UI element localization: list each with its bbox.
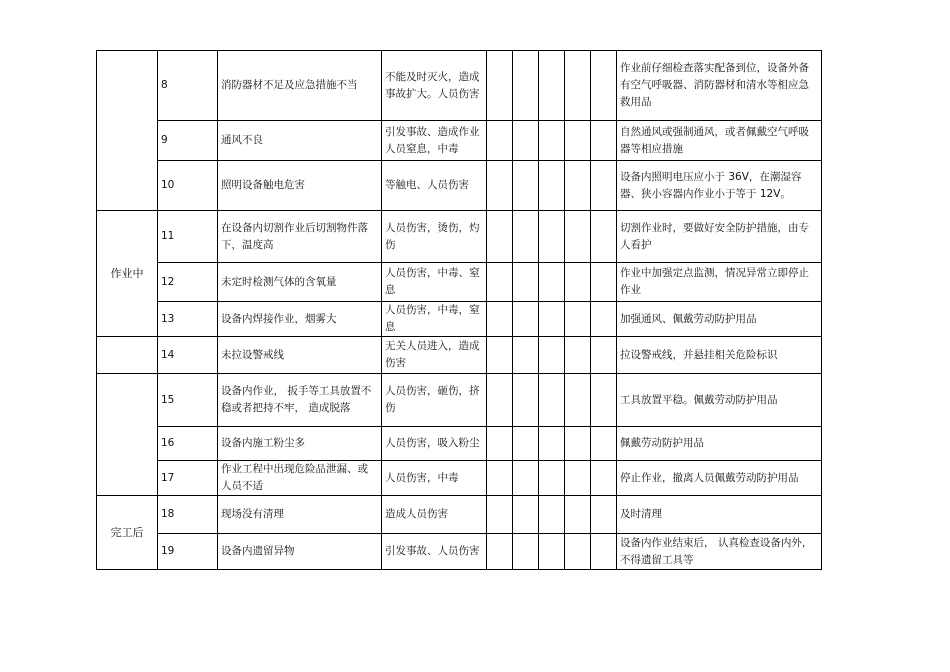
row-number: 15 bbox=[158, 374, 218, 427]
row-number: 11 bbox=[158, 211, 218, 263]
table-row bbox=[97, 427, 822, 461]
blank-cell bbox=[513, 51, 539, 121]
hazard-cell: 设备内焊接作业，烟雾大 bbox=[218, 302, 382, 337]
measure-cell: 佩戴劳动防护用品 bbox=[617, 427, 822, 461]
blank-cell bbox=[591, 461, 617, 496]
blank-cell bbox=[513, 263, 539, 302]
table-row bbox=[97, 374, 822, 427]
blank-cell bbox=[513, 302, 539, 337]
consequence-cell: 引发事故、造成作业人员窒息，中毒 bbox=[382, 121, 487, 161]
consequence-cell: 人员伤害，烫伤，灼伤 bbox=[382, 211, 487, 263]
blank-cell bbox=[487, 211, 513, 263]
row-number: 18 bbox=[158, 496, 218, 534]
blank-cell bbox=[591, 496, 617, 534]
blank-cell bbox=[513, 427, 539, 461]
hazard-cell: 设备内施工粉尘多 bbox=[218, 427, 382, 461]
blank-cell bbox=[513, 337, 539, 374]
row-number: 10 bbox=[158, 161, 218, 211]
measure-cell: 作业前仔细检查落实配备到位，设备外备有空气呼吸器、消防器材和清水等相应急救用品 bbox=[617, 51, 822, 121]
hazard-cell: 未拉设警戒线 bbox=[218, 337, 382, 374]
phase-cell bbox=[97, 51, 158, 211]
consequence-cell: 造成人员伤害 bbox=[382, 496, 487, 534]
table-row bbox=[97, 337, 822, 374]
blank-cell bbox=[565, 121, 591, 161]
blank-cell bbox=[591, 374, 617, 427]
table-row bbox=[97, 302, 822, 337]
blank-cell bbox=[539, 337, 565, 374]
row-number: 13 bbox=[158, 302, 218, 337]
blank-cell bbox=[565, 337, 591, 374]
measure-cell: 自然通风或强制通风，或者佩戴空气呼吸器等相应措施 bbox=[617, 121, 822, 161]
blank-cell bbox=[487, 263, 513, 302]
risk-table bbox=[96, 50, 822, 570]
blank-cell bbox=[539, 461, 565, 496]
hazard-cell: 设备内作业， 扳手等工具放置不稳或者把持不牢， 造成脱落 bbox=[218, 374, 382, 427]
blank-cell bbox=[539, 51, 565, 121]
blank-cell bbox=[487, 427, 513, 461]
blank-cell bbox=[591, 51, 617, 121]
measure-cell: 设备内作业结束后， 认真检查设备内外，不得遗留工具等 bbox=[617, 534, 822, 570]
blank-cell bbox=[513, 534, 539, 570]
row-number: 19 bbox=[158, 534, 218, 570]
blank-cell bbox=[487, 161, 513, 211]
blank-cell bbox=[539, 211, 565, 263]
table-row bbox=[97, 161, 822, 211]
blank-cell bbox=[591, 302, 617, 337]
consequence-cell: 人员伤害，砸伤，挤伤 bbox=[382, 374, 487, 427]
blank-cell bbox=[487, 337, 513, 374]
blank-cell bbox=[591, 211, 617, 263]
blank-cell bbox=[565, 51, 591, 121]
table-row bbox=[97, 534, 822, 570]
blank-cell bbox=[487, 461, 513, 496]
blank-cell bbox=[565, 534, 591, 570]
blank-cell bbox=[539, 496, 565, 534]
blank-cell bbox=[487, 374, 513, 427]
blank-cell bbox=[565, 374, 591, 427]
hazard-cell: 未定时检测气体的含氧量 bbox=[218, 263, 382, 302]
row-number: 12 bbox=[158, 263, 218, 302]
blank-cell bbox=[565, 461, 591, 496]
blank-cell bbox=[591, 337, 617, 374]
blank-cell bbox=[487, 534, 513, 570]
hazard-cell: 设备内遗留异物 bbox=[218, 534, 382, 570]
blank-cell bbox=[539, 534, 565, 570]
table-row bbox=[97, 461, 822, 496]
blank-cell bbox=[591, 121, 617, 161]
blank-cell bbox=[565, 161, 591, 211]
measure-cell: 及时清理 bbox=[617, 496, 822, 534]
hazard-cell: 消防器材不足及应急措施不当 bbox=[218, 51, 382, 121]
phase-during: 作业中 bbox=[97, 211, 158, 337]
consequence-cell: 人员伤害，吸入粉尘 bbox=[382, 427, 487, 461]
phase-after: 完工后 bbox=[97, 496, 158, 570]
consequence-cell: 人员伤害，中毒、窒息 bbox=[382, 263, 487, 302]
blank-cell bbox=[487, 496, 513, 534]
blank-cell bbox=[539, 427, 565, 461]
blank-cell bbox=[513, 161, 539, 211]
consequence-cell: 等触电、人员伤害 bbox=[382, 161, 487, 211]
blank-cell bbox=[591, 263, 617, 302]
phase-cell bbox=[97, 337, 158, 374]
table-row bbox=[97, 211, 822, 263]
blank-cell bbox=[513, 496, 539, 534]
blank-cell bbox=[539, 263, 565, 302]
blank-cell bbox=[539, 121, 565, 161]
measure-cell: 设备内照明电压应小于 36V，在潮湿容器、狭小容器内作业小于等于 12V。 bbox=[617, 161, 822, 211]
blank-cell bbox=[591, 427, 617, 461]
blank-cell bbox=[487, 51, 513, 121]
hazard-cell: 在设备内切割作业后切割物件落下，温度高 bbox=[218, 211, 382, 263]
measure-cell: 工具放置平稳。佩戴劳动防护用品 bbox=[617, 374, 822, 427]
blank-cell bbox=[539, 374, 565, 427]
row-number: 17 bbox=[158, 461, 218, 496]
blank-cell bbox=[513, 461, 539, 496]
hazard-cell: 照明设备触电危害 bbox=[218, 161, 382, 211]
blank-cell bbox=[513, 121, 539, 161]
measure-cell: 切割作业时，要做好安全防护措施，由专人看护 bbox=[617, 211, 822, 263]
blank-cell bbox=[513, 211, 539, 263]
blank-cell bbox=[565, 302, 591, 337]
consequence-cell: 人员伤害，中毒 bbox=[382, 461, 487, 496]
blank-cell bbox=[487, 302, 513, 337]
hazard-cell: 现场没有清理 bbox=[218, 496, 382, 534]
row-number: 9 bbox=[158, 121, 218, 161]
hazard-cell: 通风不良 bbox=[218, 121, 382, 161]
row-number: 14 bbox=[158, 337, 218, 374]
table-row bbox=[97, 51, 822, 121]
blank-cell bbox=[591, 534, 617, 570]
phase-cell bbox=[97, 374, 158, 496]
table-row bbox=[97, 121, 822, 161]
table-row bbox=[97, 496, 822, 534]
blank-cell bbox=[565, 496, 591, 534]
consequence-cell: 人员伤害，中毒，窒息 bbox=[382, 302, 487, 337]
blank-cell bbox=[565, 427, 591, 461]
blank-cell bbox=[513, 374, 539, 427]
measure-cell: 作业中加强定点监测，情况异常立即停止作业 bbox=[617, 263, 822, 302]
consequence-cell: 引发事故、人员伤害 bbox=[382, 534, 487, 570]
measure-cell: 加强通风、佩戴劳动防护用品 bbox=[617, 302, 822, 337]
blank-cell bbox=[565, 263, 591, 302]
blank-cell bbox=[539, 302, 565, 337]
blank-cell bbox=[487, 121, 513, 161]
row-number: 16 bbox=[158, 427, 218, 461]
blank-cell bbox=[565, 211, 591, 263]
table-row bbox=[97, 263, 822, 302]
consequence-cell: 无关人员进入，造成伤害 bbox=[382, 337, 487, 374]
blank-cell bbox=[591, 161, 617, 211]
row-number: 8 bbox=[158, 51, 218, 121]
measure-cell: 拉设警戒线，并悬挂相关危险标识 bbox=[617, 337, 822, 374]
blank-cell bbox=[539, 161, 565, 211]
hazard-cell: 作业工程中出现危险品泄漏、或人员不适 bbox=[218, 461, 382, 496]
measure-cell: 停止作业，撤离人员佩戴劳动防护用品 bbox=[617, 461, 822, 496]
consequence-cell: 不能及时灭火，造成事故扩大。人员伤害 bbox=[382, 51, 487, 121]
